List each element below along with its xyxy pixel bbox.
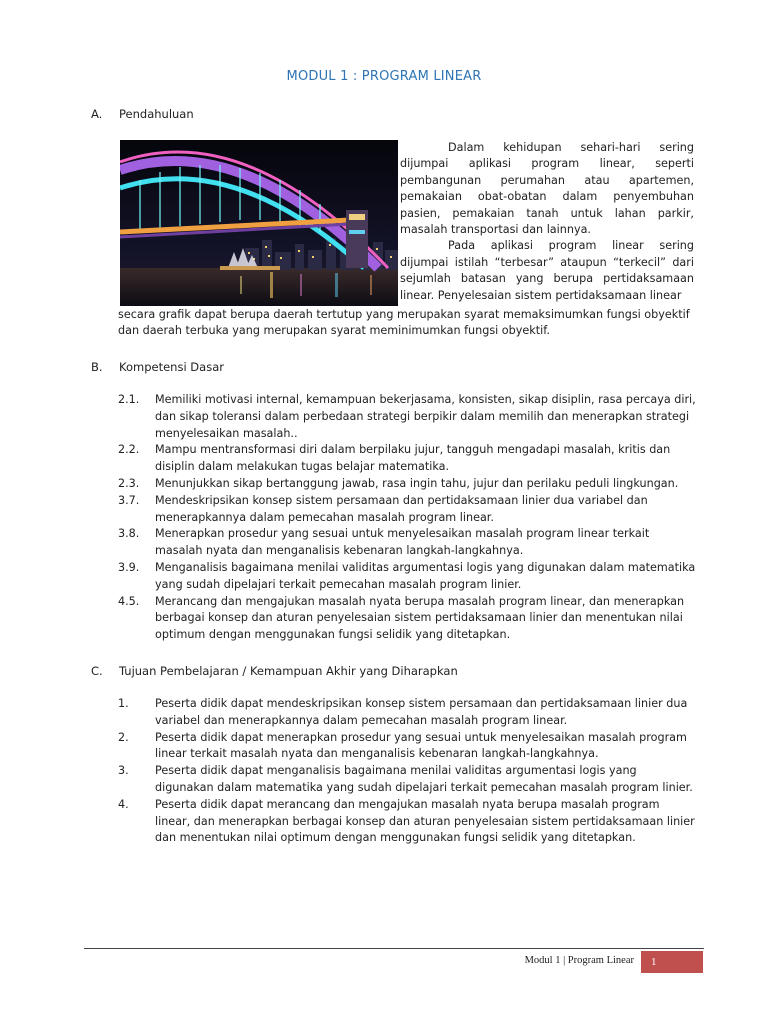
tujuan-text: Peserta didik dapat merancang dan mengajukan masalah nyata berupa masalah program linear, dan menerapkan berbagai konsep dan aturan penyelesaian sistem pertidaksamaan linier dan menentukan nilai optimum dengan menggunakan fungsi selidik yang ditetapkan. (155, 797, 695, 845)
page-number: 1 (641, 951, 703, 973)
kompetensi-number: 3.7. (118, 493, 140, 507)
kompetensi-number: 2.3. (118, 476, 140, 490)
intro-text-block (400, 140, 694, 304)
intro-continuation-line-2: dan daerah terbuka yang merupakan syarat meminimumkan fungsi obyektif. (118, 324, 550, 338)
kompetensi-text: Menerapkan prosedur yang sesuai untuk menyelesaikan masalah program linear terkait masalah nyata dan menganalisis kebenaran langkah-langkahnya. (155, 527, 650, 558)
section-b-heading (91, 360, 224, 374)
kompetensi-item (118, 442, 698, 476)
tujuan-number: 3. (118, 764, 129, 778)
section-a-heading (91, 107, 194, 121)
kompetensi-text: Merancang dan mengajukan masalah nyata berupa masalah program linear, dan menerapkan berbagai konsep dan aturan penyelesaian sistem pertidaksamaan linier dan menentukan nilai optimum dengan menggunakan fungsi selidik yang ditetapkan. (155, 594, 685, 642)
tujuan-item (118, 797, 698, 847)
kompetensi-text: Menganalisis bagaimana menilai validitas argumentasi logis yang digunakan dalam matematika yang sudah dipelajari terkait pemecahan masalah program linier. (155, 560, 696, 591)
kompetensi-number: 3.9. (118, 560, 140, 574)
kompetensi-item (118, 560, 698, 594)
footer-module-label: Modul 1 | Program Linear (524, 955, 634, 966)
tujuan-number: 1. (118, 697, 129, 710)
kompetensi-item (118, 526, 698, 560)
intro-continuation (118, 307, 698, 340)
kompetensi-item (118, 493, 698, 527)
intro-paragraph-2: Pada aplikasi program linear sering dijumpai istilah “terbesar” ataupun “terkecil” dari sejumlah batasan yang berupa pertidaksamaan linear. Penyelesaian sistem pertidaksamaan linear (400, 239, 694, 302)
intro-continuation-line-1: secara grafik dapat berupa daerah tertutup yang merupakan syarat memaksimumkan fungsi obyektif (118, 308, 690, 321)
section-a-title: Pendahuluan (119, 107, 194, 121)
kompetensi-number: 2.2. (118, 443, 140, 457)
kompetensi-number: 2.1. (118, 393, 140, 406)
tujuan-text: Peserta didik dapat menerapkan prosedur yang sesuai untuk menyelesaikan masalah program linear terkait masalah nyata dan menganalisis kebenaran langkah-langkahnya. (155, 730, 687, 761)
bridge-photo (120, 140, 398, 306)
tujuan-text: Peserta didik dapat mendeskripsikan konsep sistem persamaan dan pertidaksamaan linier dua variabel dan menerapkannya dalam pemecahan masalah program linear. (155, 697, 688, 727)
section-c-letter: C. (91, 664, 103, 678)
kompetensi-text: Mendeskripsikan konsep sistem persamaan dan pertidaksamaan linier dua variabel dan menerapkannya dalam pemecahan masalah program linear. (155, 493, 648, 524)
kompetensi-text: Mampu mentransformasi diri dalam berpilaku jujur, tangguh mengadapi masalah, kritis dan disiplin dalam melakukan tugas belajar matematika. (155, 443, 671, 474)
tujuan-list (118, 696, 698, 847)
kompetensi-item (118, 476, 698, 493)
kompetensi-item (118, 594, 698, 644)
kompetensi-number: 3.8. (118, 527, 140, 541)
kompetensi-item (118, 392, 698, 442)
kompetensi-text: Menunjukkan sikap bertanggung jawab, rasa ingin tahu, jujur dan perilaku peduli lingkungan. (155, 476, 679, 490)
document-title: MODUL 1 : PROGRAM LINEAR (286, 69, 482, 84)
section-c-heading (91, 664, 458, 678)
section-b-title: Kompetensi Dasar (119, 360, 224, 374)
tujuan-number: 2. (118, 730, 129, 744)
kompetensi-list (118, 392, 698, 644)
tujuan-number: 4. (118, 797, 129, 811)
section-a-letter: A. (91, 107, 103, 121)
tujuan-item (118, 696, 698, 730)
tujuan-item (118, 730, 698, 764)
section-b-letter: B. (91, 360, 103, 374)
bridge-illustration (120, 140, 398, 306)
intro-paragraph-1: Dalam kehidupan sehari-hari sering dijumpai aplikasi program linear, seperti pembangunan perumahan atau apartemen, pemakaian obat-obatan dalam penyembuhan pasien, pemakaian tanah untuk lahan parkir, masalah transportasi dan lainnya. (400, 141, 694, 237)
tujuan-text: Peserta didik dapat menganalisis bagaimana menilai validitas argumentasi logis yang digunakan dalam matematika yang sudah dipelajari terkait pemecahan masalah program linier. (155, 764, 693, 794)
tujuan-item (118, 763, 698, 797)
kompetensi-text: Memiliki motivasi internal, kemampuan bekerjasama, konsisten, sikap disiplin, rasa percaya diri, dan sikap toleransi dalam perbedaan strategi berpikir dalam memilih dan menerapkan strategi menyelesaikan masalah.. (155, 393, 696, 440)
kompetensi-number: 4.5. (118, 594, 140, 608)
footer-divider (84, 948, 704, 949)
section-c-title: Tujuan Pembelajaran / Kemampuan Akhir yang Diharapkan (119, 664, 458, 678)
